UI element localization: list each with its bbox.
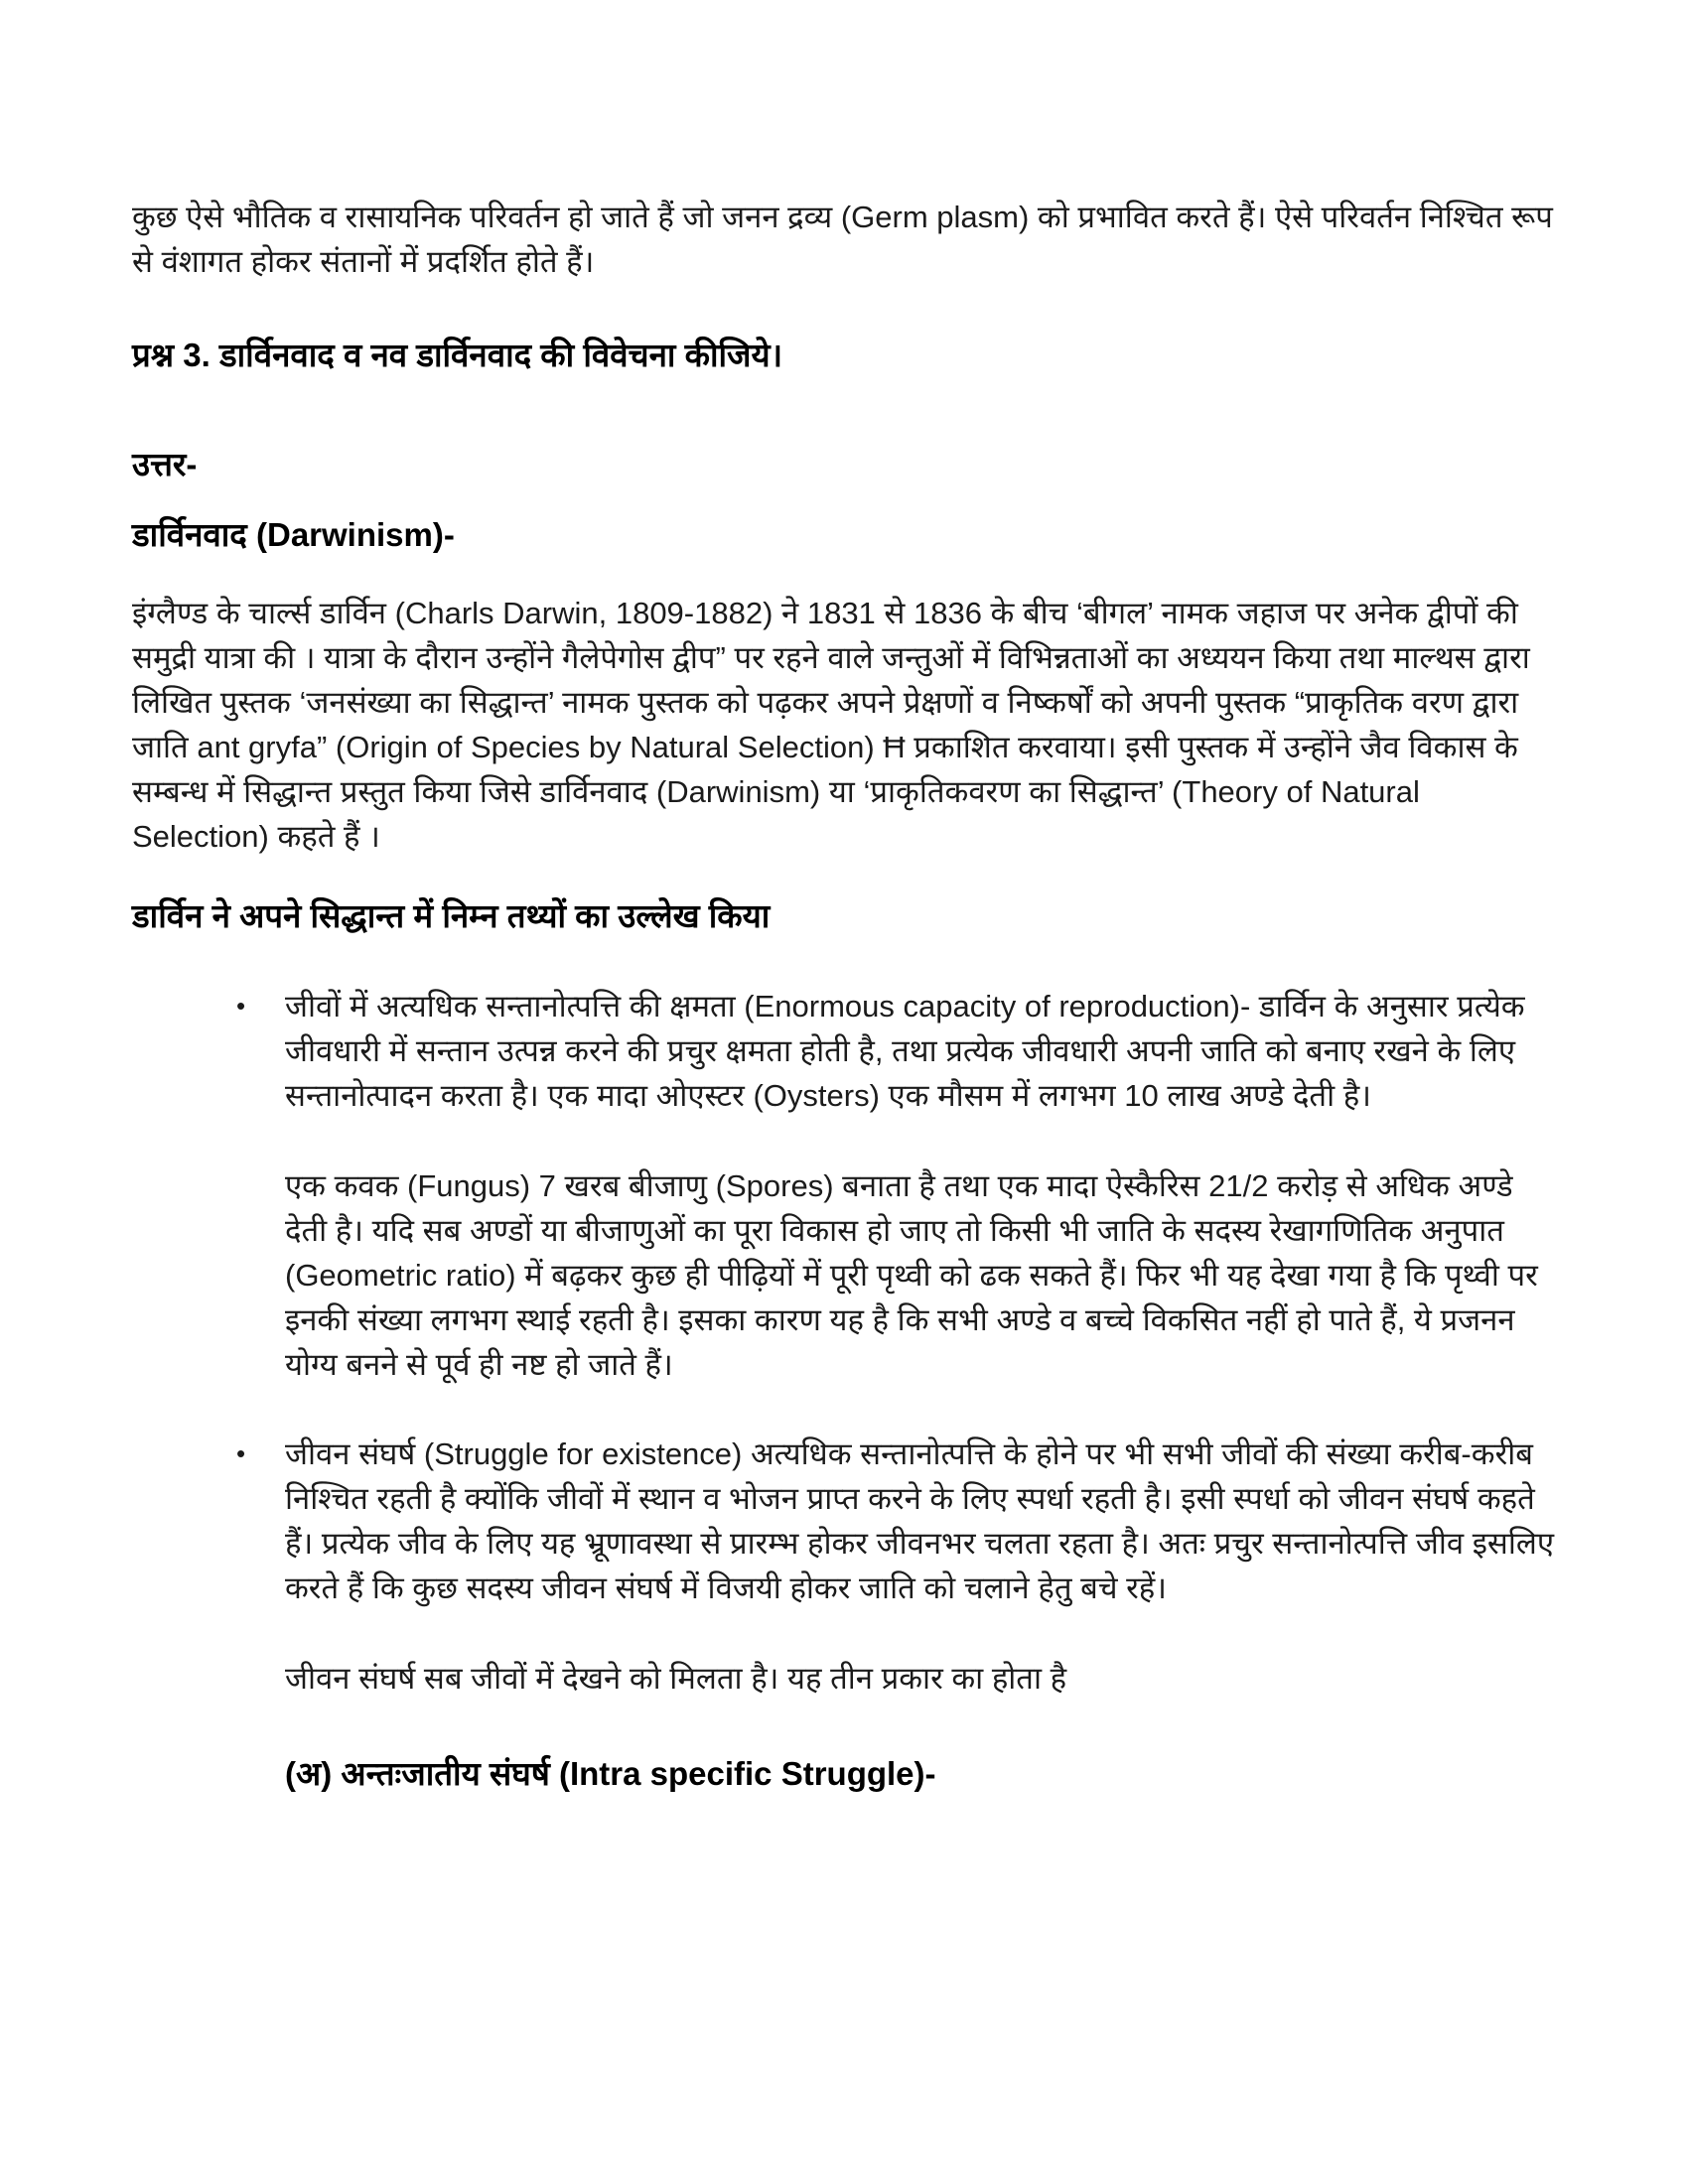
reproduction-paragraph-2: एक कवक (Fungus) 7 खरब बीजाणु (Spores) बनाता है तथा एक मादा ऐस्कैरिस 21/2 करोड़ से अधिक अण्डे देती है। यदि सब अण्डों या बीजाणुओं का पूरा विकास हो जाए तो किसी भी जाति के सदस्य रेखागणितिक अनुपात (Geometric ratio) में बढ़कर कुछ ही पीढ़ियों में पूरी पृथ्वी को ढक सकते हैं। फिर भी यह देखा गया है कि पृथ्वी पर इनकी संख्या लगभग स्थाई रहती है। इसका कारण यह है कि सभी अण्डे व बच्चे विकसित नहीं हो पाते हैं, ये प्रजनन योग्य बनने से पूर्व ही नष्ट हो जाते हैं। [285, 1168, 1538, 1382]
reproduction-paragraph-1: जीवों में अत्यधिक सन्तानोत्पत्ति की क्षमता (Enormous capacity of reproduction)- डार्विन के अनुसार प्रत्येक जीवधारी में सन्तान उत्पन्न करने की प्रचुर क्षमता होती है, तथा प्रत्येक जीवधारी अपनी जाति को बनाए रखने के लिए सन्तानोत्पादन करता है। एक मादा ओएस्टर (Oysters) एक मौसम में लगभग 10 लाख अण्डे देती है। [285, 989, 1525, 1113]
struggle-paragraph: जीवन संघर्ष (Struggle for existence) अत्यधिक सन्तानोत्पत्ति के होने पर भी सभी जीवों की संख्या करीब-करीब निश्चित रहती है क्योंकि जीवों में स्थान व भोजन प्राप्त करने के लिए स्पर्धा रहती है। इसी स्पर्धा को जीवन संघर्ष कहते हैं। प्रत्येक जीव के लिए यह भ्रूणावस्था से प्रारम्भ होकर जीवनभर चलता रहता है। अतः प्रचुर सन्तानोत्पत्ति जीव इसलिए करते हैं कि कुछ सदस्य जीवन संघर्ष में विजयी होकर जाति को चलाने हेतु बचे रहें। [285, 1436, 1555, 1605]
darwin-paragraph: इंग्लैण्ड के चार्ल्स डार्विन (Charls Darwin, 1809-1882) ने 1831 से 1836 के बीच ‘बीगल’ नामक जहाज पर अनेक द्वीपों की समुद्री यात्रा की । यात्रा के दौरान उन्होंने गैलेपेगोस द्वीप” पर रहने वाले जन्तुओं में विभिन्नताओं का अध्ययन किया तथा माल्थस द्वारा लिखित पुस्तक ‘जनसंख्या का सिद्धान्त’ नामक पुस्तक को पढ़कर अपने प्रेक्षणों व निष्कर्षों को अपनी पुस्तक “प्राकृतिक वरण द्वारा जाति ant gryfa” (Origin of Species by Natural Selection) Ħ प्रकाशित करवाया। इसी पुस्तक में उन्होंने जैव विकास के सम्बन्ध में सिद्धान्त प्रस्तुत किया जिसे डार्विनवाद (Darwinism) या ‘प्राकृतिकवरण का सिद्धान्त’ (Theory of Natural Selection) कहते हैं । [132, 596, 1530, 854]
darwinism-heading: डार्विनवाद (Darwinism)- [132, 516, 455, 553]
intra-specific-struggle-heading: (अ) अन्तःजातीय संघर्ष (Intra specific Struggle)- [285, 1755, 936, 1792]
question-heading: प्रश्न 3. डार्विनवाद व नव डार्विनवाद की विवेचना कीजिये। [132, 337, 783, 373]
list-item-struggle [132, 1432, 1561, 1797]
list-item-reproduction [132, 984, 1561, 1387]
intro-paragraph: कुछ ऐसे भौतिक व रासायनिक परिवर्तन हो जाते हैं जो जनन द्रव्य (Germ plasm) को प्रभावित करते हैं। ऐसे परिवर्तन निश्चित रूप से वंशागत होकर संतानों में प्रदर्शित होते हैं। [132, 200, 1553, 279]
facts-heading: डार्विन ने अपने सिद्धान्त में निम्न तथ्यों का उल्लेख किया [132, 897, 771, 934]
bullet-icon: • [236, 1438, 246, 1468]
facts-list [132, 984, 1561, 1797]
list-item-content [285, 1432, 1561, 1797]
bullet-icon: • [236, 991, 246, 1021]
answer-label: उत्तर- [132, 446, 198, 482]
struggle-types-note: जीवन संघर्ष सब जीवों में देखने को मिलता है। यह तीन प्रकार का होता है [285, 1661, 1067, 1696]
list-item-content [285, 984, 1561, 1387]
